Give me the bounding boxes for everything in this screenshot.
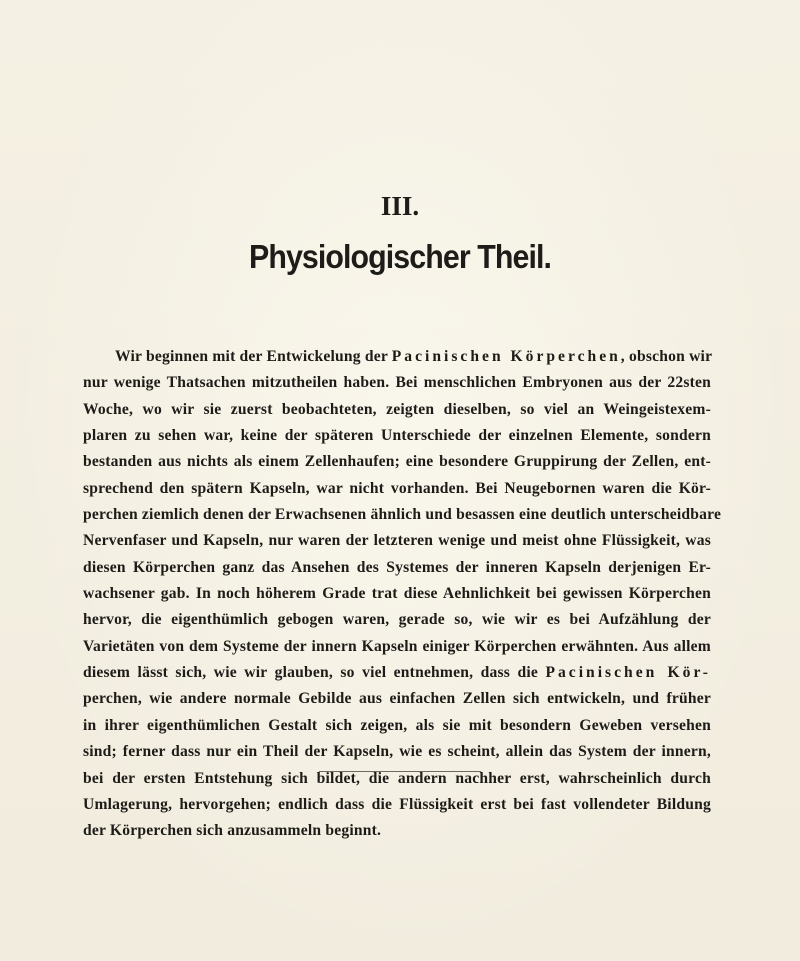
text-line: Woche, wo wir sie zuerst beobachteten, zeigten dieselben, so viel an Weingeistexem- bbox=[83, 400, 711, 418]
text-line: diesem lässt sich, wie wir glauben, so viel entnehmen, dass die Pacinischen Kör- bbox=[83, 664, 711, 682]
chapter-number: III. bbox=[380, 191, 420, 221]
text-line: hervor, die eigenthümlich gebogen waren, gerade so, wie wir es bei Aufzählung der bbox=[83, 611, 711, 629]
emphasized-term: Pacinischen Kör- bbox=[545, 664, 711, 682]
text-line: der Körperchen sich anzusammeln beginnt. bbox=[83, 822, 382, 840]
text-line: plaren zu sehen war, keine der späteren Unterschiede der einzelnen Elemente, sondern bbox=[83, 427, 711, 445]
text-line: sind; ferner dass nur ein Theil der Kapseln, wie es scheint, allein das System der innern, bbox=[83, 743, 711, 761]
text-line: perchen ziemlich denen der Erwachsenen ähnlich und besassen eine deutlich unterscheidbare bbox=[83, 506, 722, 524]
text-line: diesen Körperchen ganz das Ansehen des Systemes der inneren Kapseln derjenigen Er- bbox=[83, 558, 711, 576]
text-line: in ihrer eigenthümlichen Gestalt sich zeigen, als sie mit besondern Geweben versehen bbox=[83, 716, 711, 734]
text-line: perchen, wie andere normale Gebilde aus einfachen Zellen sich entwickeln, und früher bbox=[83, 690, 711, 708]
text-line: bestanden aus nichts als einem Zellenhaufen; eine besondere Gruppirung der Zellen, ent- bbox=[83, 453, 711, 471]
text-line: Nervenfaser und Kapseln, nur waren der letzteren wenige und meist ohne Flüssigkeit, was bbox=[83, 532, 711, 550]
text-line: nur wenige Thatsachen mitzutheilen haben. Bei menschlichen Embryonen aus der 22sten bbox=[83, 374, 711, 392]
text-line: Varietäten von dem Systeme der innern Kapseln einiger Körperchen erwähnten. Aus allem bbox=[83, 637, 711, 655]
text-line: bei der ersten Entstehung sich bildet, die andern nachher erst, wahrscheinlich durch bbox=[83, 769, 711, 787]
body-paragraph bbox=[83, 344, 722, 845]
section-divider bbox=[319, 771, 481, 772]
text-line: Wir beginnen mit der Entwickelung der Pacinischen Körperchen, obschon wir bbox=[115, 348, 713, 365]
text-line: sprechend den spätern Kapseln, war nicht vorhanden. Bei Neugebornen waren die Kör- bbox=[83, 479, 711, 497]
text-line: wachsener gab. In noch höherem Grade trat diese Aehnlichkeit bei gewissen Körperchen bbox=[83, 585, 711, 603]
text-line: Umlagerung, hervorgehen; endlich dass die Flüssigkeit erst bei fast vollendeter Bildung bbox=[83, 795, 711, 813]
chapter-title: Physiologischer Theil. bbox=[248, 238, 551, 275]
emphasized-term: Pacinischen Körperchen bbox=[391, 348, 621, 365]
